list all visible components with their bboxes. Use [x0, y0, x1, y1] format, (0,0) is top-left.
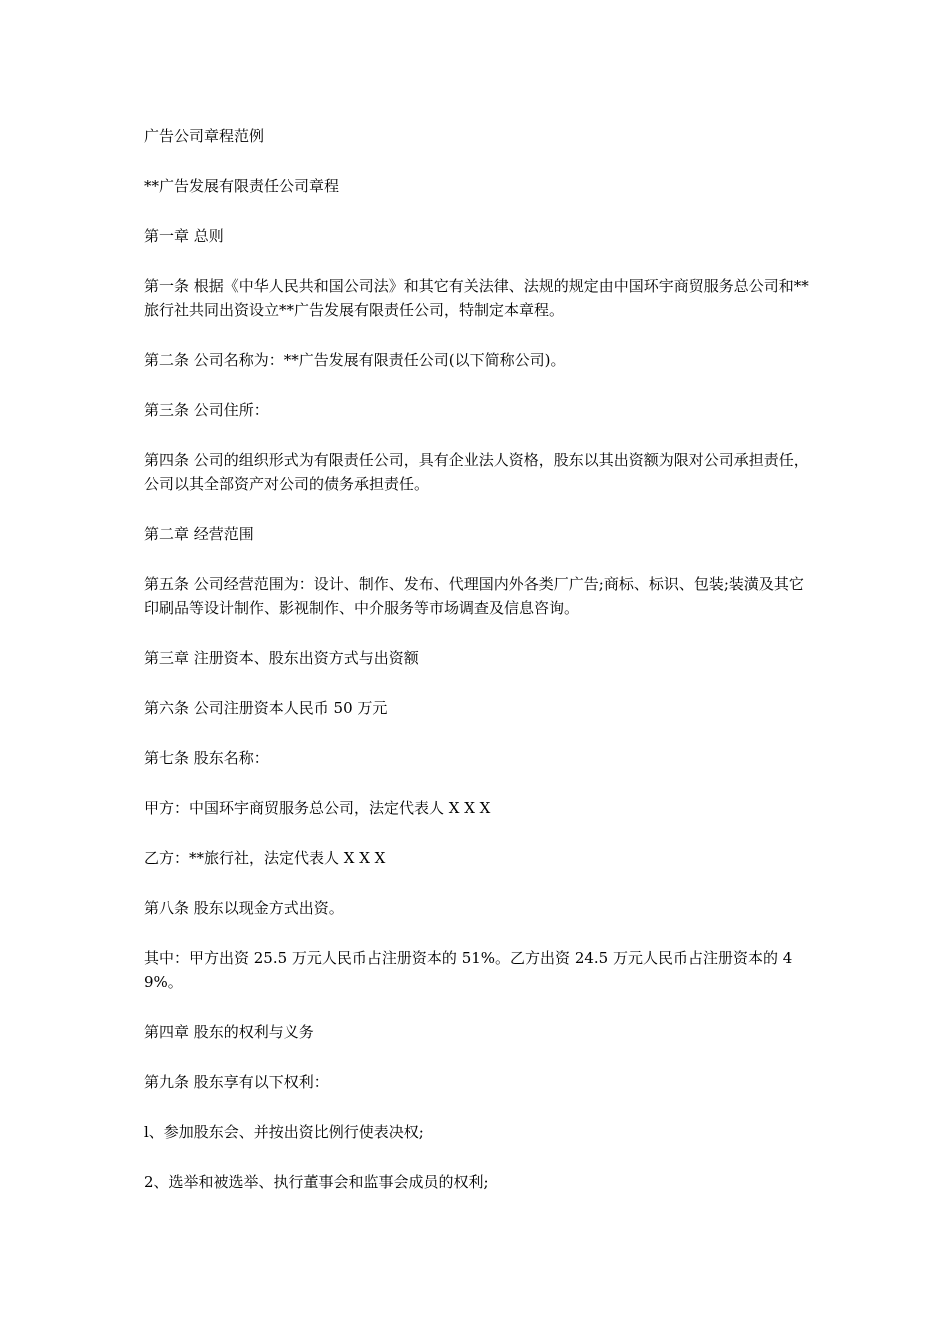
right-item-1: l、参加股东会、并按出资比例行使表决权; — [144, 1123, 424, 1141]
article-6: 第六条 公司注册资本人民币 50 万元 — [144, 699, 388, 717]
document-body — [144, 124, 814, 1220]
chapter-heading-4: 第四章 股东的权利与义务 — [144, 1023, 314, 1041]
article-7: 第七条 股东名称： — [144, 749, 269, 767]
article-1: 第一条 根据《中华人民共和国公司法》和其它有关法律、法规的规定由中国环宇商贸服务总公司和**旅行社共同出资设立**广告发展有限责任公司，特制定本章程。 — [144, 277, 809, 319]
article-3: 第三条 公司住所： — [144, 401, 269, 419]
shareholder-b: 乙方：**旅行社，法定代表人 X X X — [144, 849, 386, 867]
charter-title: **广告发展有限责任公司章程 — [144, 177, 340, 195]
document-title: 广告公司章程范例 — [144, 127, 265, 145]
chapter-heading-2: 第二章 经营范围 — [144, 525, 254, 543]
capital-split: 其中：甲方出资 25.5 万元人民币占注册资本的 51%。乙方出资 24.5 万元人民币占注册资本的 49%。 — [144, 949, 793, 991]
shareholder-a: 甲方：中国环宇商贸服务总公司，法定代表人 X X X — [144, 799, 491, 817]
article-2: 第二条 公司名称为：**广告发展有限责任公司(以下简称公司)。 — [144, 351, 566, 369]
article-4: 第四条 公司的组织形式为有限责任公司，具有企业法人资格，股东以其出资额为限对公司承担责任，公司以其全部资产对公司的债务承担责任。 — [144, 451, 809, 493]
right-item-2: 2、选举和被选举、执行董事会和监事会成员的权利; — [144, 1173, 489, 1191]
chapter-heading-1: 第一章 总则 — [144, 227, 224, 245]
article-9: 第九条 股东享有以下权利： — [144, 1073, 329, 1091]
article-8: 第八条 股东以现金方式出资。 — [144, 899, 344, 917]
chapter-heading-3: 第三章 注册资本、股东出资方式与出资额 — [144, 649, 419, 667]
article-5: 第五条 公司经营范围为：设计、制作、发布、代理国内外各类厂广告;商标、标识、包装;装潢及其它印刷品等设计制作、影视制作、中介服务等市场调查及信息咨询。 — [144, 575, 804, 617]
